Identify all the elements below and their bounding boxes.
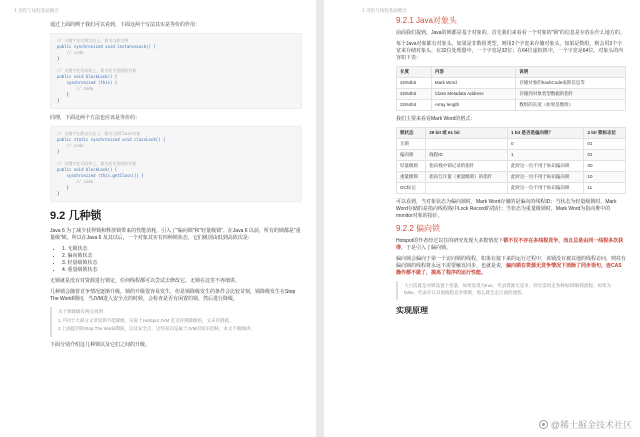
code-line: public static synchronized void classLock() { [57, 137, 166, 142]
table-cell: 32/64bit [397, 78, 432, 89]
lock-intro-paragraph: Java 6 为了减少获得锁和释放锁带来的性能消耗，引入了“偏向锁”和“轻量级锁”。在Java 6 以前，所有的锁都是“重量级”锁。所以在Java 6 及其以后，一个对象其实有四种锁状态，它们级别由低到高依次是： [50, 228, 301, 241]
code-line: public void blockLock() { [57, 167, 118, 172]
code-line: } [57, 149, 60, 154]
table-cell: 1 [507, 150, 584, 161]
left-page [0, 0, 316, 437]
table-cell: Array length [431, 100, 515, 111]
code-line: // code [57, 50, 84, 55]
subsection-heading-biased-lock: 9.2.2 偏向锁 [396, 224, 441, 233]
code-line: } [57, 98, 60, 103]
table-cell: 指向栈中锁记录的指针 [426, 161, 508, 172]
object-header-paragraph-2: 每个Java对象都有对象头。如果是非数组类型，则用2个字宽来存储对象头，如果是数组，则会用3个字宽来存储对象头。在32位处理器中，一个字宽是32位；在64位虚拟机中，一个字宽是64位。对象头的内容如下表： [396, 41, 624, 61]
text-span: ，于是引入了偏向锁。 [401, 245, 452, 251]
code-line: // code [57, 143, 84, 148]
text-span: 偏向锁会偏向于第一个访问锁的线程，如果在接下来的运行过程中，该锁没有被其他的线程访问，则持有偏向锁的线程将永远不需要触发同步。也就是说， [396, 256, 627, 269]
code-line: } [57, 92, 70, 97]
code-line: } [57, 191, 60, 196]
table-cell: 轻量级锁 [397, 161, 426, 172]
table-header: 锁状态 [397, 128, 426, 139]
watermark [539, 418, 632, 431]
table-row [397, 150, 626, 161]
highlight-text: 锁不仅不存在多线程竞争，而且总是由同一线程多次获得 [396, 238, 624, 251]
right-content [396, 14, 626, 320]
text-span: Hotspot的作者经过以往的研究发现大多数情况下 [396, 238, 504, 244]
downgrade-note-quote [50, 307, 302, 337]
subsection-heading-implementation: 实现原理 [396, 306, 428, 315]
quote-line: 关于锁降级有两点说明： [58, 309, 108, 314]
table-row [397, 183, 626, 194]
table-cell [426, 183, 508, 194]
table-cell: 存储到对象类型数据的指针 [516, 89, 626, 100]
table-cell [426, 139, 508, 150]
code-line: synchronized (this.getClass()) { [57, 173, 144, 178]
object-header-paragraph-1: 前面我们提到，Java的锁都是基于对象的。首先我们来看看一个对象的“锁”的信息是存放在什么地方的。 [396, 30, 625, 36]
table-cell: 此时这一位不用于标识偏向锁 [507, 172, 584, 183]
quote-line: 1.不同于大部分文章说锁不能降级，实际上HotSpot JVM 是支持锁降级的，文末有链接。 [58, 317, 234, 323]
running-head: 1 进程与线程基础概念 [362, 9, 407, 14]
table-cell: 00 [584, 161, 626, 172]
mark-word-table [396, 127, 626, 194]
juejin-logo-icon [539, 420, 548, 429]
code-block-class-lock [50, 126, 302, 202]
table-row [397, 161, 626, 172]
code-line: // 关键字在实例方法上，锁为当前实例 [57, 38, 129, 43]
list-item: • 3. 轻量级锁状态 [62, 260, 302, 267]
table-row [397, 172, 626, 183]
table-header: 1 bit 是否是偏向锁？ [507, 128, 584, 139]
table-header: 2 bit 锁标志位 [584, 128, 626, 139]
code-line: } [57, 185, 70, 190]
highlight-text: 偏向锁在资源无竞争情况下消除了同步语句，连CAS操作都不做了，提高了程序的运行性能。 [396, 263, 622, 276]
table-cell: 01 [584, 150, 626, 161]
code-line: } [57, 56, 60, 61]
quote-line: 大白话就是对锁设置个变量，如果发现为true，代表资源无竞争，则无需再走各种加锁/解锁流程。如果为false，代表存在其他线程竞争资源，那么就会走后面的流程。 [404, 283, 612, 295]
list-item: • 4. 重量级锁状态 [62, 267, 302, 274]
intro-paragraph: 通过上面的例子我们可以看到，下面这两个写法其实是等价的作用： [50, 22, 201, 28]
table-cell: 线程ID [426, 150, 508, 161]
watermark-text: @稀土掘金技术社区 [550, 420, 632, 430]
table-cell: 存储对象的hashCode或锁信息等 [516, 78, 626, 89]
code-block-instance-lock [50, 33, 302, 109]
table-cell: 11 [584, 183, 626, 194]
table-cell: 重量级锁 [397, 172, 426, 183]
table-row [397, 78, 626, 89]
mid-paragraph: 同理，下面这两个方法也应该是等价的： [50, 115, 141, 121]
table-cell: 01 [584, 139, 626, 150]
table-row [397, 139, 626, 150]
table-cell: 数组的长度（如果是数组） [516, 100, 626, 111]
table-cell: 偏向锁 [397, 150, 426, 161]
table-cell: 无锁 [397, 139, 426, 150]
biased-lock-paragraph-1 [396, 238, 626, 252]
code-line: public void blockLock() { [57, 74, 118, 79]
biased-lock-quote [396, 281, 626, 300]
closing-paragraph: 下面分别介绍这几种锁以及它们之间的升级。 [50, 341, 151, 348]
subsection-heading-object-header: 9.2.1 Java对象头 [396, 16, 457, 25]
table-header: 内容 [431, 67, 515, 78]
section-heading-lock-types: 9.2 几种锁 [50, 210, 102, 222]
code-line: // 关键字在代码块上，锁为括号里面的对象 [57, 68, 137, 73]
table-row [397, 89, 626, 100]
table-header: 说明 [516, 67, 626, 78]
lock-upgrade-paragraph: 几种锁会随着竞争情况逐渐升级，锁的升级很容易发生，但是锁降级发生的条件会比较苛刻，锁降级发生在Stop The World期间，当JVM进入安全点的时候，会检查是否有闲置的锁，然后进行降级。 [50, 289, 296, 302]
table-header: 29 bit 或 61 bit [426, 128, 508, 139]
code-line: // 关键字在代码块上，锁为括号里面的对象 [57, 161, 137, 166]
table-cell: GC标记 [397, 183, 426, 194]
list-item: • 1. 无锁状态 [62, 246, 302, 253]
table-cell: 32/64bit [397, 100, 432, 111]
table-cell: 此时这一位不用于标识偏向锁 [507, 161, 584, 172]
list-item: • 2. 偏向锁状态 [62, 253, 302, 260]
code-line: // code [57, 179, 94, 184]
table-cell: 10 [584, 172, 626, 183]
table-header: 长度 [397, 67, 432, 78]
table-cell: Class Metadata Address [431, 89, 515, 100]
table-cell: Mark Word [431, 78, 515, 89]
biased-lock-paragraph-2 [396, 256, 626, 277]
quote-line: 2.上面提到的Stop The World期间，以及安全点，这些知识是属于JVM的知识范畴，本文不做细讲。 [58, 326, 255, 331]
table-cell: 指向互斥量（重量级锁）的指针 [426, 172, 508, 183]
lock-states-list [50, 246, 302, 274]
code-line: // 关键字在静态方法上，锁为当前Class对象 [57, 131, 141, 136]
table-row [397, 100, 626, 111]
object-header-table [396, 66, 626, 111]
mark-word-intro: 我们主要来看看Mark Word的格式： [396, 116, 476, 122]
table-cell: 32/64bit [397, 89, 432, 100]
table-cell: 此时这一位不用于标识偏向锁 [507, 183, 584, 194]
running-head: 1 进程与线程基础概念 [14, 9, 59, 14]
right-page [324, 0, 640, 437]
code-line: public synchronized void instanceLock() { [57, 44, 156, 49]
table-cell: 0 [507, 139, 584, 150]
no-lock-paragraph: 无锁就是没有对资源进行锁定，任何线程都可以尝试去修改它，无锁在这里不再细讲。 [50, 278, 241, 284]
mark-word-explanation: 可以看到，当对象状态为偏向锁时，Mark Word存储的是偏向的线程ID；当状态为轻量级锁时，Mark Word存储的是指向线程栈中Lock Record的指针；当状态为重量级锁时，Mark Word为指向堆中的monitor对象的指针。 [396, 199, 617, 219]
left-content [50, 22, 302, 353]
code-line: // code [57, 86, 94, 91]
code-line: synchronized (this) { [57, 80, 118, 85]
